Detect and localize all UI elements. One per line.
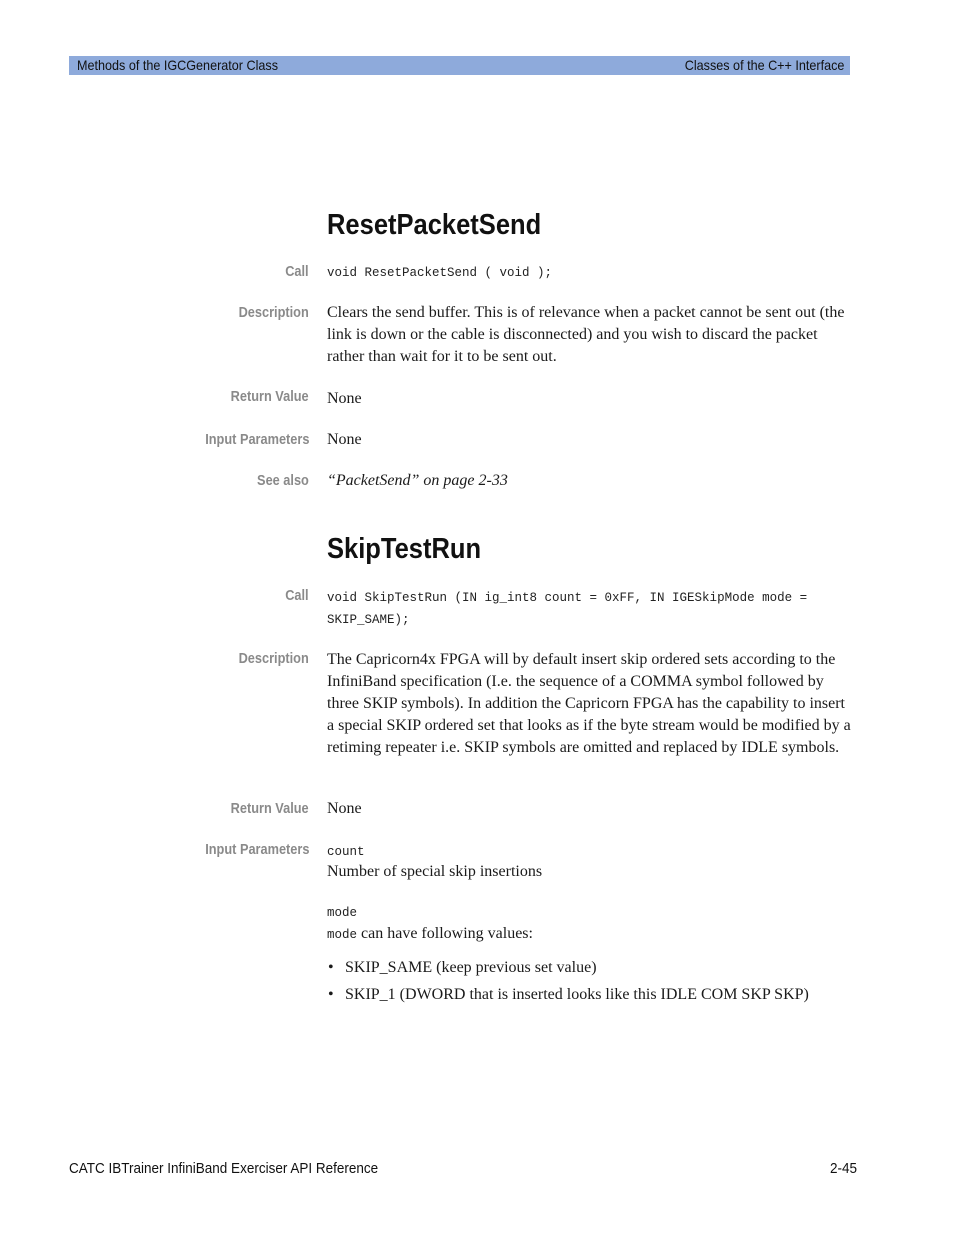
- param-desc-mode-text: can have following values:: [357, 925, 533, 942]
- call-signature: [327, 587, 852, 631]
- mode-values-list: [327, 957, 852, 1006]
- call-label: Call: [285, 588, 309, 604]
- param-desc-mode-code: mode: [327, 928, 358, 942]
- input-parameters-text: None: [327, 431, 362, 448]
- return-value-label: Return Value: [230, 801, 309, 817]
- call-signature-line: SKIP_SAME);: [327, 613, 410, 627]
- header-section-title: Classes of the C++ Interface: [684, 57, 844, 73]
- call-signature-line: void SkipTestRun (IN ig_int8 count = 0xFF, IN IGESkipMode mode =: [327, 591, 808, 605]
- call-label: Call: [285, 264, 309, 280]
- description-label: Description: [238, 305, 309, 321]
- see-also-link[interactable]: “PacketSend” on page 2-33: [327, 472, 508, 489]
- param-name-count: count: [327, 845, 365, 859]
- return-value-text: None: [327, 800, 362, 817]
- input-parameters-label: Input Parameters: [204, 432, 309, 448]
- bullet-icon: •: [328, 986, 334, 1003]
- description-text: Clears the send buffer. This is of relevance when a packet cannot be sent out (the link is down or the cable is disconnected) and you wish to discard the packet rather than wait for it to be sent out.: [327, 304, 845, 365]
- return-value-label: Return Value: [230, 389, 309, 405]
- bullet-icon: •: [328, 959, 334, 976]
- description-text: The Capricorn4x FPGA will by default insert skip ordered sets according to the InfiniBand specification (I.e. the sequence of a COMMA symbol followed by three SKIP symbols). In addition the Capricorn FPGA has the capability to insert a special SKIP ordered set that looks as if the byte stream would be modified by a retiming repeater i.e. SKIP symbols are omitted and replaced by IDLE symbols.: [327, 651, 851, 756]
- call-signature: void ResetPacketSend ( void );: [327, 266, 553, 280]
- list-item: [327, 984, 852, 1006]
- list-item-text: SKIP_SAME (keep previous set value): [345, 959, 597, 976]
- page-number: 2-45: [829, 1160, 857, 1177]
- list-item-text: SKIP_1 (DWORD that is inserted looks like this IDLE COM SKP SKP): [345, 986, 809, 1003]
- section-title-resetpacketsend: ResetPacketSend: [327, 209, 542, 241]
- footer-document-title: CATC IBTrainer InfiniBand Exerciser API Reference: [69, 1160, 379, 1177]
- list-item: [327, 957, 852, 979]
- section-title-skiptestrun: SkipTestRun: [327, 533, 482, 565]
- header-chapter-title: Methods of the IGCGenerator Class: [77, 57, 278, 73]
- running-header: [69, 56, 850, 75]
- return-value-text: None: [327, 390, 362, 407]
- param-name-mode: mode: [327, 906, 358, 920]
- input-parameters-label: Input Parameters: [204, 842, 309, 858]
- see-also-label: See also: [257, 473, 309, 489]
- description-label: Description: [238, 651, 309, 667]
- param-desc-mode: [327, 923, 852, 946]
- param-desc-count: Number of special skip insertions: [327, 863, 543, 880]
